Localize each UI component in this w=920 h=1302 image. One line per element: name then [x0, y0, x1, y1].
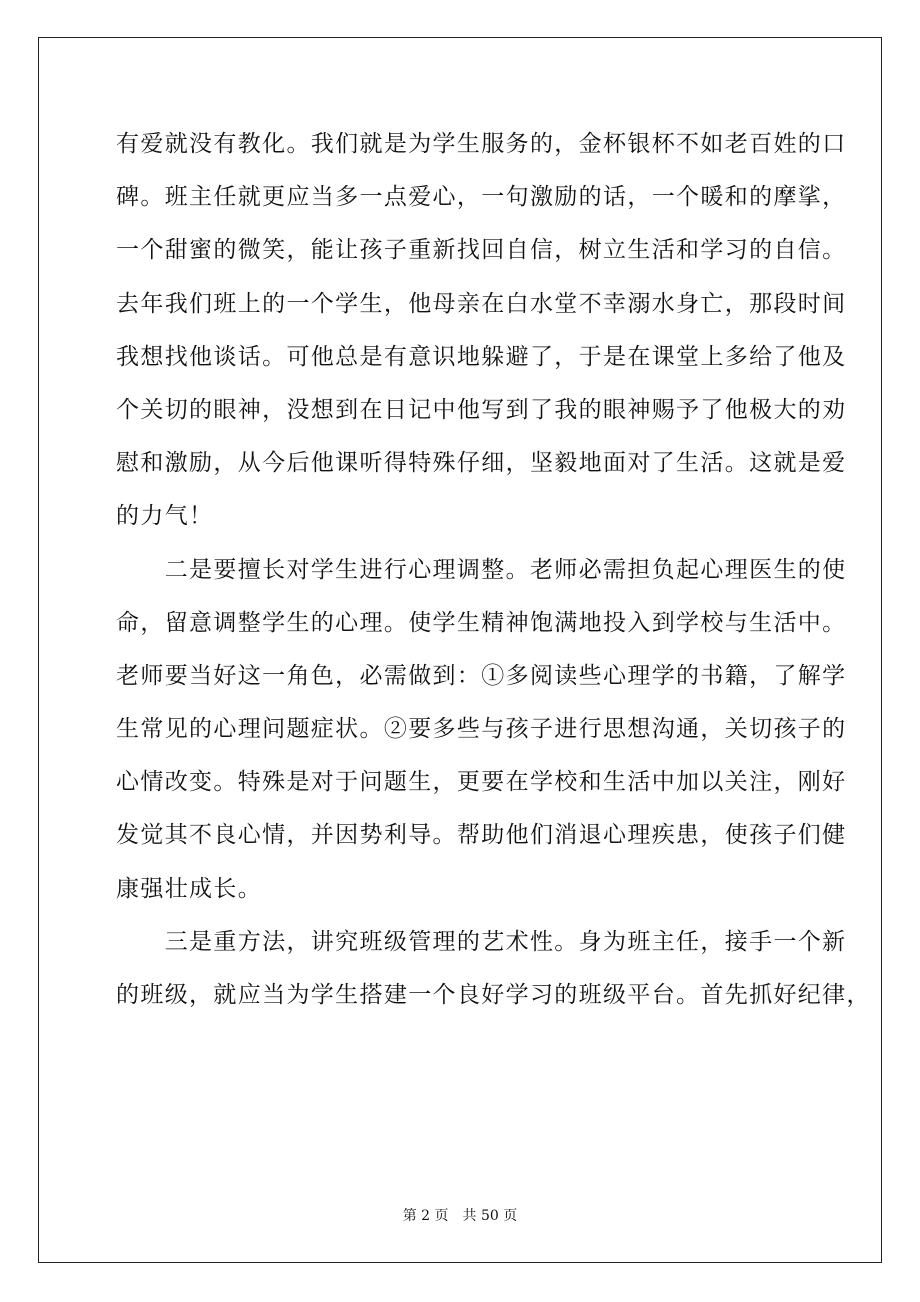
text-line: 的力气！ [116, 503, 214, 530]
text-line: 二是要擅长对学生进行心理调整。老师必需担负起心理医生的使 [116, 556, 847, 583]
paragraph-1 [116, 120, 847, 546]
text-line: 三是重方法，讲究班级管理的艺术性。身为班主任，接手一个新 [116, 928, 847, 955]
text-line: 命，留意调整学生的心理。使学生精神饱满地投入到学校与生活中。 [116, 609, 847, 636]
text-line: 老师要当好这一角色，必需做到：①多阅读些心理学的书籍，了解学 [116, 662, 847, 689]
text-line: 发觉其不良心情，并因势利导。帮助他们消退心理疾患，使孩子们健 [116, 822, 847, 849]
text-line: 有爱就没有教化。我们就是为学生服务的，金杯银杯不如老百姓的口 [116, 131, 847, 157]
text-line: 去年我们班上的一个学生，他母亲在白水堂不幸溺水身亡，那段时间 [116, 290, 847, 317]
text-line: 慰和激励，从今后他课听得特殊仔细，坚毅地面对了生活。这就是爱 [116, 450, 847, 477]
text-line: 的班级，就应当为学生搭建一个良好学习的班级平台。首先抓好纪律， [116, 982, 871, 1008]
text-line: 心情改变。特殊是对于问题生，更要在学校和生活中加以关注，刚好 [116, 769, 847, 796]
page-number-footer: 第 2 页 共 50 页 [402, 1208, 518, 1224]
text-line: 一个甜蜜的微笑，能让孩子重新找回自信，树立生活和学习的自信。 [116, 237, 847, 264]
text-line: 康强壮成长。 [116, 875, 263, 902]
text-line: 个关切的眼神，没想到在日记中他写到了我的眼神赐予了他极大的劝 [116, 396, 847, 423]
document-body [116, 120, 871, 1024]
text-line: 我想找他谈话。可他总是有意识地躲避了，于是在课堂上多给了他及 [116, 343, 847, 370]
text-line: 生常见的心理问题症状。②要多些与孩子进行思想沟通，关切孩子的 [116, 716, 847, 743]
text-line: 碑。班主任就更应当多一点爱心，一句激励的话，一个暖和的摩挲， [116, 184, 847, 211]
paragraph-3 [116, 918, 871, 1024]
paragraph-2 [116, 546, 847, 918]
